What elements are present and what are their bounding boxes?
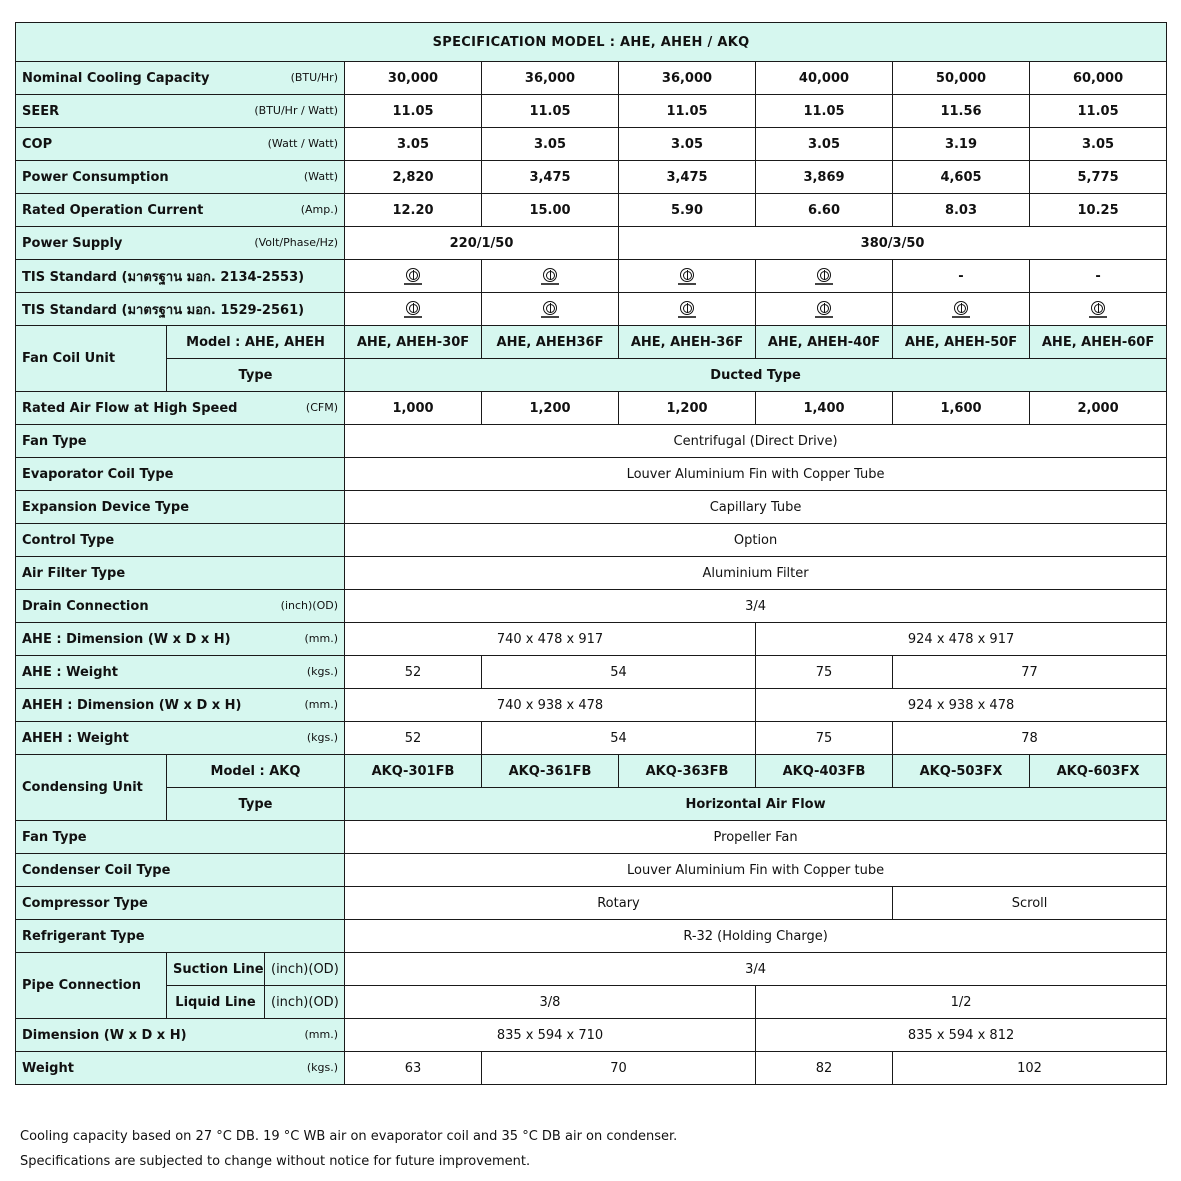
cell: 77 [893, 656, 1167, 689]
row-label: Nominal Cooling Capacity (BTU/Hr) [16, 62, 345, 95]
liquid-line-label: Liquid Line [167, 986, 265, 1019]
cell: 75 [756, 722, 893, 755]
cell: 52 [345, 656, 482, 689]
tis-mark-icon [817, 268, 831, 282]
cell: 3.19 [893, 128, 1030, 161]
cell: - [893, 260, 1030, 293]
tis-mark-icon [1091, 301, 1105, 315]
cell: Capillary Tube [345, 491, 1167, 524]
cell: - [1030, 260, 1167, 293]
tis-mark-icon [406, 301, 420, 315]
row-fcu-model [16, 326, 1167, 359]
tis-mark-icon [543, 268, 557, 282]
row-label: Fan Type [16, 425, 345, 458]
row-label: Condenser Coil Type [16, 854, 345, 887]
cell: 78 [893, 722, 1167, 755]
cell: AHE, AHEH-60F [1030, 326, 1167, 359]
cell: 3.05 [482, 128, 619, 161]
cell: 54 [482, 656, 756, 689]
cell: 3/8 [345, 986, 756, 1019]
row-ahe-dimension [16, 623, 1167, 656]
row-label: Refrigerant Type [16, 920, 345, 953]
cell [482, 260, 619, 293]
cell: 70 [482, 1052, 756, 1085]
cell: Centrifugal (Direct Drive) [345, 425, 1167, 458]
cell: 11.05 [619, 95, 756, 128]
group-label-pipe-connection: Pipe Connection [16, 953, 167, 1019]
row-rated-current [16, 194, 1167, 227]
fcu-model-label: Model : AHE, AHEH [167, 326, 345, 359]
row-compressor [16, 887, 1167, 920]
cell: 2,820 [345, 161, 482, 194]
row-label: Evaporator Coil Type [16, 458, 345, 491]
row-aheh-weight [16, 722, 1167, 755]
cell: 11.05 [482, 95, 619, 128]
cell: AKQ-363FB [619, 755, 756, 788]
cell: 11.05 [756, 95, 893, 128]
row-control-type [16, 524, 1167, 557]
row-fcu-type [16, 359, 1167, 392]
cell [756, 260, 893, 293]
row-airflow [16, 392, 1167, 425]
cell: 10.25 [1030, 194, 1167, 227]
cell: 36,000 [619, 62, 756, 95]
row-tis-1529 [16, 293, 1167, 326]
row-drain-connection [16, 590, 1167, 623]
cell: 4,605 [893, 161, 1030, 194]
table-title: SPECIFICATION MODEL : AHE, AHEH / AKQ [16, 23, 1167, 62]
cell: Horizontal Air Flow [345, 788, 1167, 821]
cell: 835 x 594 x 710 [345, 1019, 756, 1052]
row-cu-weight [16, 1052, 1167, 1085]
cell: 82 [756, 1052, 893, 1085]
cell: Propeller Fan [345, 821, 1167, 854]
cell [619, 293, 756, 326]
row-label: Control Type [16, 524, 345, 557]
cell: AHE, AHEH-40F [756, 326, 893, 359]
cell: Aluminium Filter [345, 557, 1167, 590]
cell: Scroll [893, 887, 1167, 920]
cell: 380/3/50 [619, 227, 1167, 260]
cell: 3,475 [482, 161, 619, 194]
cell: 3,869 [756, 161, 893, 194]
row-label: AHEH : Dimension (W x D x H) (mm.) [16, 689, 345, 722]
row-power-supply [16, 227, 1167, 260]
row-label: Compressor Type [16, 887, 345, 920]
cell: 11.05 [1030, 95, 1167, 128]
row-label: Weight (kgs.) [16, 1052, 345, 1085]
cell: 924 x 478 x 917 [756, 623, 1167, 656]
row-seer [16, 95, 1167, 128]
cell: 835 x 594 x 812 [756, 1019, 1167, 1052]
row-label: AHEH : Weight (kgs.) [16, 722, 345, 755]
row-evaporator-coil [16, 458, 1167, 491]
cell: Louver Aluminium Fin with Copper tube [345, 854, 1167, 887]
cell: Ducted Type [345, 359, 1167, 392]
row-label: Power Consumption (Watt) [16, 161, 345, 194]
tis-mark-icon [406, 268, 420, 282]
cell: 1,200 [619, 392, 756, 425]
row-label: TIS Standard (มาตรฐาน มอก. 1529-2561) [16, 293, 345, 326]
group-label-condensing-unit: Condensing Unit [16, 755, 167, 821]
row-cu-dimension [16, 1019, 1167, 1052]
cell: 11.56 [893, 95, 1030, 128]
row-condenser-coil [16, 854, 1167, 887]
cell: 3.05 [1030, 128, 1167, 161]
cell: AKQ-361FB [482, 755, 619, 788]
cu-type-label: Type [167, 788, 345, 821]
cell: 11.05 [345, 95, 482, 128]
tis-mark-icon [817, 301, 831, 315]
cell: AKQ-503FX [893, 755, 1030, 788]
row-label: AHE : Weight (kgs.) [16, 656, 345, 689]
row-fan-type [16, 425, 1167, 458]
cell: 924 x 938 x 478 [756, 689, 1167, 722]
cell: 1,000 [345, 392, 482, 425]
row-label: AHE : Dimension (W x D x H) (mm.) [16, 623, 345, 656]
cell: 6.60 [756, 194, 893, 227]
cell: 40,000 [756, 62, 893, 95]
row-pipe-liquid [16, 986, 1167, 1019]
cell: 5.90 [619, 194, 756, 227]
cell: 2,000 [1030, 392, 1167, 425]
cell: 75 [756, 656, 893, 689]
cell: 54 [482, 722, 756, 755]
cell: 3.05 [756, 128, 893, 161]
row-cu-type [16, 788, 1167, 821]
row-cu-fan-type [16, 821, 1167, 854]
group-label-fan-coil-unit: Fan Coil Unit [16, 326, 167, 392]
cell: AKQ-403FB [756, 755, 893, 788]
tis-mark-icon [680, 268, 694, 282]
footnote: Specifications are subjected to change without notice for future improvement. [20, 1154, 531, 1169]
cell: R-32 (Holding Charge) [345, 920, 1167, 953]
cell: 1,400 [756, 392, 893, 425]
row-nominal-cooling [16, 62, 1167, 95]
row-label: Dimension (W x D x H) (mm.) [16, 1019, 345, 1052]
cell: 3,475 [619, 161, 756, 194]
cell: 3.05 [345, 128, 482, 161]
cell: Option [345, 524, 1167, 557]
cu-model-label: Model : AKQ [167, 755, 345, 788]
cell: 102 [893, 1052, 1167, 1085]
fcu-type-label: Type [167, 359, 345, 392]
unit-label: (inch)(OD) [265, 953, 345, 986]
cell [482, 293, 619, 326]
footnotes [20, 1124, 677, 1174]
cell: 3/4 [345, 590, 1167, 623]
cell: AHE, AHEH36F [482, 326, 619, 359]
row-ahe-weight [16, 656, 1167, 689]
cell: Louver Aluminium Fin with Copper Tube [345, 458, 1167, 491]
row-label: Fan Type [16, 821, 345, 854]
cell: 60,000 [1030, 62, 1167, 95]
row-label: Rated Operation Current (Amp.) [16, 194, 345, 227]
footnote: Cooling capacity based on 27 °C DB. 19 °C WB air on evaporator coil and 35 °C DB air on condenser. [20, 1129, 678, 1144]
tis-mark-icon [954, 301, 968, 315]
cell: 50,000 [893, 62, 1030, 95]
cell [619, 260, 756, 293]
cell: 15.00 [482, 194, 619, 227]
unit-label: (inch)(OD) [265, 986, 345, 1019]
tis-mark-icon [680, 301, 694, 315]
cell: 52 [345, 722, 482, 755]
row-power-consumption [16, 161, 1167, 194]
cell: AKQ-301FB [345, 755, 482, 788]
cell: 740 x 938 x 478 [345, 689, 756, 722]
cell: 1,200 [482, 392, 619, 425]
row-aheh-dimension [16, 689, 1167, 722]
cell: 5,775 [1030, 161, 1167, 194]
cell: 1/2 [756, 986, 1167, 1019]
row-label: Air Filter Type [16, 557, 345, 590]
row-label: Power Supply (Volt/Phase/Hz) [16, 227, 345, 260]
cell: 8.03 [893, 194, 1030, 227]
tis-mark-icon [543, 301, 557, 315]
row-expansion-device [16, 491, 1167, 524]
cell: 1,600 [893, 392, 1030, 425]
cell: 36,000 [482, 62, 619, 95]
cell: Rotary [345, 887, 893, 920]
cell [756, 293, 893, 326]
row-refrigerant [16, 920, 1167, 953]
cell: AHE, AHEH-36F [619, 326, 756, 359]
spec-table [15, 22, 1167, 1085]
cell: AHE, AHEH-30F [345, 326, 482, 359]
row-label: Expansion Device Type [16, 491, 345, 524]
row-cop [16, 128, 1167, 161]
cell: AHE, AHEH-50F [893, 326, 1030, 359]
cell: AKQ-603FX [1030, 755, 1167, 788]
cell: 30,000 [345, 62, 482, 95]
row-tis-2134 [16, 260, 1167, 293]
cell: 740 x 478 x 917 [345, 623, 756, 656]
cell: 220/1/50 [345, 227, 619, 260]
row-pipe-suction [16, 953, 1167, 986]
cell: 3/4 [345, 953, 1167, 986]
suction-line-label: Suction Line [167, 953, 265, 986]
cell [893, 293, 1030, 326]
row-label: TIS Standard (มาตรฐาน มอก. 2134-2553) [16, 260, 345, 293]
cell [345, 260, 482, 293]
cell [1030, 293, 1167, 326]
row-label: COP (Watt / Watt) [16, 128, 345, 161]
cell [345, 293, 482, 326]
row-cu-model [16, 755, 1167, 788]
row-label: Drain Connection (inch)(OD) [16, 590, 345, 623]
cell: 3.05 [619, 128, 756, 161]
row-label: Rated Air Flow at High Speed (CFM) [16, 392, 345, 425]
cell: 12.20 [345, 194, 482, 227]
row-label: SEER (BTU/Hr / Watt) [16, 95, 345, 128]
cell: 63 [345, 1052, 482, 1085]
row-air-filter [16, 557, 1167, 590]
